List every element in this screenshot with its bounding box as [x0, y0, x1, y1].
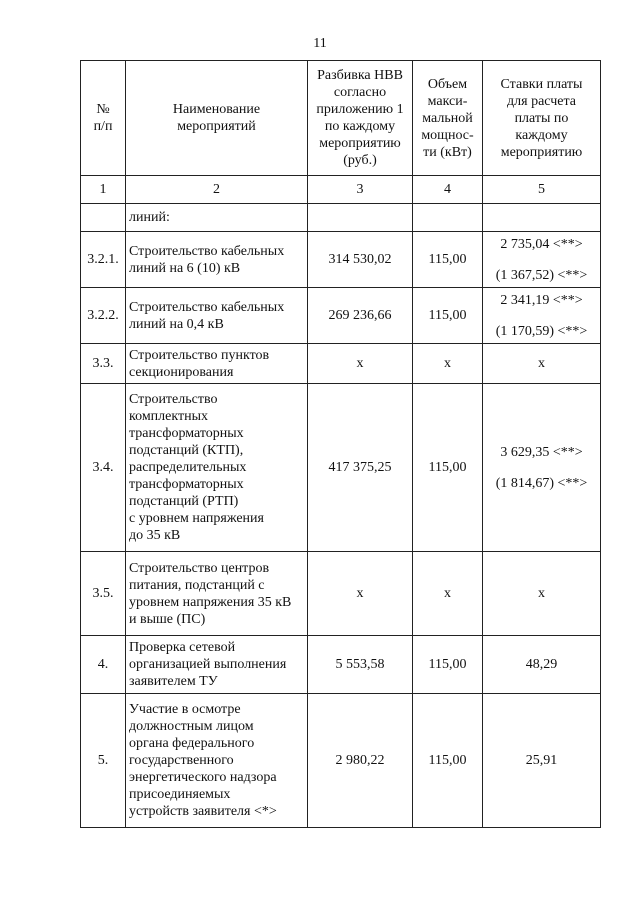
row-rates: [483, 384, 601, 552]
row-name-line: трансформаторных: [129, 426, 244, 441]
row-number: 3.4.: [81, 384, 126, 552]
row-number: 3.2.2.: [81, 288, 126, 344]
row-number: 5.: [81, 694, 126, 828]
row-name-line: подстанций (РТП): [129, 494, 239, 509]
row-rates: [483, 204, 601, 232]
header-line: (руб.): [343, 153, 377, 168]
header-line: мероприятию: [500, 144, 583, 160]
table-row: [81, 344, 601, 384]
row-name-line: должностным лицом: [129, 719, 254, 734]
row-nvv: [308, 204, 413, 232]
row-rate-line: (1 170,59) <**>: [495, 323, 588, 339]
header-line: Ставки платы: [500, 76, 583, 92]
row-name-line: органа федерального: [129, 736, 255, 751]
row-name: [126, 204, 308, 232]
table-body: [81, 61, 601, 828]
row-name: [126, 552, 308, 636]
row-number: 3.2.1.: [81, 232, 126, 288]
row-nvv: 2 980,22: [308, 694, 413, 828]
header-rates: [483, 61, 601, 176]
header-num: [81, 61, 126, 176]
row-rate-line: (1 367,52) <**>: [495, 267, 588, 283]
table-row: [81, 694, 601, 828]
page-number: 11: [313, 36, 327, 51]
row-name: [126, 384, 308, 552]
row-name: [126, 344, 308, 384]
row-name-line: Проверка сетевой: [129, 640, 236, 655]
row-rate-line: 25,91: [525, 753, 558, 768]
header-line: №: [96, 102, 110, 117]
header-line: платы по: [514, 110, 569, 126]
row-name-line: заявителем ТУ: [129, 674, 218, 689]
header-nvv: [308, 61, 413, 176]
row-name-line: государственного: [129, 753, 234, 768]
row-rate-line: 2 735,04 <**>: [500, 236, 583, 252]
row-name-line: питания, подстанций с: [129, 577, 265, 593]
header-line: приложению 1: [316, 102, 404, 117]
table-row: [81, 204, 601, 232]
row-name-line: организацией выполнения: [129, 657, 287, 672]
header-line: п/п: [93, 119, 113, 134]
row-name-line: Участие в осмотре: [129, 702, 241, 717]
row-rates: [483, 552, 601, 636]
row-power: 115,00: [413, 384, 483, 552]
row-rate-line: 48,29: [525, 657, 558, 672]
row-name-line: присоединяемых: [129, 787, 231, 802]
row-name-line: Строительство центров: [129, 560, 270, 576]
header-line: по каждому: [324, 119, 396, 134]
row-power: 115,00: [413, 288, 483, 344]
row-nvv: x: [308, 344, 413, 384]
header-line: для расчета: [507, 93, 576, 109]
row-power: 115,00: [413, 694, 483, 828]
row-nvv: 314 530,02: [308, 232, 413, 288]
row-rate-line: 2 341,19 <**>: [500, 292, 583, 308]
header-line: согласно: [333, 85, 387, 100]
row-name-line: линий:: [129, 210, 170, 225]
row-name-line: Строительство: [129, 392, 218, 407]
row-rate-line: 3 629,35 <**>: [500, 444, 583, 460]
col-number-2: 2: [126, 176, 308, 204]
table-row: [81, 552, 601, 636]
header-name: [126, 61, 308, 176]
col-number-1: 1: [81, 176, 126, 204]
row-nvv: 269 236,66: [308, 288, 413, 344]
row-number: 3.3.: [81, 344, 126, 384]
table-row: [81, 232, 601, 288]
row-rates: [483, 694, 601, 828]
row-name-line: подстанций (КТП),: [129, 443, 244, 458]
row-name-line: энергетического надзора: [129, 770, 277, 785]
row-rates: [483, 344, 601, 384]
col-number-3: 3: [308, 176, 413, 204]
row-name-line: Строительство кабельных: [129, 299, 285, 315]
row-number: [81, 204, 126, 232]
row-name-line: устройств заявителя <*>: [129, 804, 277, 819]
header-line: Объем: [427, 76, 468, 92]
col-number-5: 5: [483, 176, 601, 204]
row-number: 4.: [81, 636, 126, 694]
tariff-table: [80, 60, 601, 828]
col-number-4: 4: [413, 176, 483, 204]
row-power: x: [413, 344, 483, 384]
row-name-line: распределительных: [129, 460, 247, 475]
header-line: мероприятий: [177, 119, 256, 134]
row-name-line: и выше (ПС): [129, 611, 206, 627]
table-row: [81, 288, 601, 344]
row-rates: [483, 232, 601, 288]
row-name-line: комплектных: [129, 409, 209, 424]
row-name-line: секционирования: [129, 364, 234, 380]
row-power: 115,00: [413, 636, 483, 694]
row-name-line: трансформаторных: [129, 477, 244, 492]
header-line: мощнос-: [421, 127, 474, 143]
row-power: 115,00: [413, 232, 483, 288]
row-rates: [483, 288, 601, 344]
row-power: [413, 204, 483, 232]
row-number: 3.5.: [81, 552, 126, 636]
row-name-line: линий на 0,4 кВ: [129, 316, 224, 332]
row-name-line: уровнем напряжения 35 кВ: [129, 594, 292, 610]
table-header-row: [81, 61, 601, 176]
table-row: [81, 384, 601, 552]
row-rate-line: x: [538, 356, 545, 371]
row-power: x: [413, 552, 483, 636]
row-name-line: с уровнем напряжения: [129, 511, 264, 526]
header-line: мальной: [422, 110, 473, 126]
row-name-line: линий на 6 (10) кВ: [129, 260, 241, 276]
row-name-line: Строительство кабельных: [129, 243, 285, 259]
row-name: [126, 288, 308, 344]
row-rate-line: x: [538, 586, 545, 601]
column-number-row: [81, 176, 601, 204]
header-line: Разбивка НВВ: [317, 68, 403, 83]
row-name-line: Строительство пунктов: [129, 347, 270, 363]
row-name: [126, 694, 308, 828]
header-line: каждому: [515, 127, 568, 143]
row-name-line: до 35 кВ: [129, 528, 181, 543]
row-name: [126, 232, 308, 288]
row-rates: [483, 636, 601, 694]
header-line: макси-: [427, 93, 468, 109]
row-rate-line: (1 814,67) <**>: [495, 475, 588, 491]
header-line: мероприятию: [319, 136, 401, 151]
table-row: [81, 636, 601, 694]
header-line: Наименование: [172, 102, 261, 117]
row-nvv: 417 375,25: [308, 384, 413, 552]
row-nvv: x: [308, 552, 413, 636]
row-nvv: 5 553,58: [308, 636, 413, 694]
header-power: [413, 61, 483, 176]
header-line: ти (кВт): [423, 144, 472, 160]
row-name: [126, 636, 308, 694]
